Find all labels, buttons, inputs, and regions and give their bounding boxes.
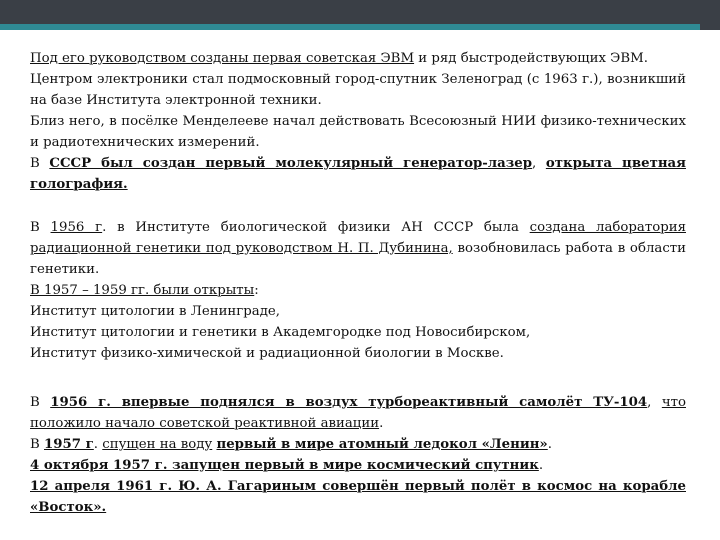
sputnik-highlight: 4 октября 1957 г. запущен первый в мире космический спутник [30,458,539,473]
paragraph-zelenograd [30,69,686,111]
icebreaker-dot: . [93,437,103,452]
icebreaker-prefix: В [30,437,44,452]
icebreaker-year: 1957 г [44,437,94,452]
institutes-heading: В 1957 – 1959 гг. были открыты [30,283,255,298]
paragraph-laser [30,153,686,195]
paragraph-institute-moscow [30,343,686,364]
computers-highlight: Под его руководством созданы первая советская ЭВМ [30,51,415,66]
laser-highlight: СССР был создан первый молекулярный генератор-лазер [49,156,533,171]
tu104-prefix: В [30,395,51,410]
paragraph-computers [30,48,686,69]
genetics-rest: возобновилась работа в области генетики. [30,241,686,277]
holography-highlight: открыта цветная голография. [30,156,686,192]
genetics-middle: . в Институте биологической физики АН СССР была [102,220,530,235]
tu104-highlight: 1956 г. впервые поднялся в воздух турбореактивный самолёт ТУ-104 [50,395,648,410]
mendeleevo-text: Близ него, в посёлке Менделееве начал действовать Всесоюзный НИИ физико-технических и радиотехнических измерений. [30,114,686,150]
genetics-lab-highlight: создана лаборатория радиационной генетики под руководством Н. П. Дубинина, [30,220,686,256]
computers-rest: и ряд быстродействующих ЭВМ. [414,51,648,66]
institute-leningrad: Институт цитологии в Ленинграде, [30,304,280,319]
gagarin-highlight: 12 апреля 1961 г. Ю. А. Гагариным совершён первый полёт в космос на корабле «Восток». [30,479,686,515]
genetics-prefix: В [30,220,51,235]
paragraph-icebreaker [30,434,686,455]
paragraph-institute-leningrad [30,301,686,322]
laser-prefix: В [30,156,50,171]
paragraph-gagarin [30,476,686,518]
sputnik-end: . [538,458,544,473]
institute-moscow: Институт физико-химической и радиационной биологии в Москве. [30,346,504,361]
icebreaker-end: . [547,437,552,452]
icebreaker-launched: спущен на воду [102,437,213,452]
paragraph-genetics [30,217,686,280]
tu104-end: . [379,416,384,431]
institute-novosibirsk: Институт цитологии и генетики в Академгородке под Новосибирском, [30,325,531,340]
header-accent-tail [700,24,720,30]
slide-body [30,48,686,518]
header-bar [0,0,720,24]
jet-aviation-highlight: что положило начало советской реактивной авиации [30,395,686,431]
institutes-colon: : [254,283,259,298]
tu104-comma: , [647,395,662,410]
paragraph-tu104 [30,392,686,434]
paragraph-mendeleevo [30,111,686,153]
icebreaker-highlight: первый в мире атомный ледокол «Ленин» [216,437,548,452]
paragraph-institute-novosibirsk [30,322,686,343]
laser-comma: , [532,156,546,171]
zelenograd-text: Центром электроники стал подмосковный город-спутник Зеленоград (с 1963 г.), возникший на базе Института электронной техники. [30,72,686,108]
genetics-year: 1956 г [50,220,103,235]
paragraph-sputnik [30,455,686,476]
header-accent-line [0,24,720,30]
paragraph-institutes-heading [30,280,686,301]
